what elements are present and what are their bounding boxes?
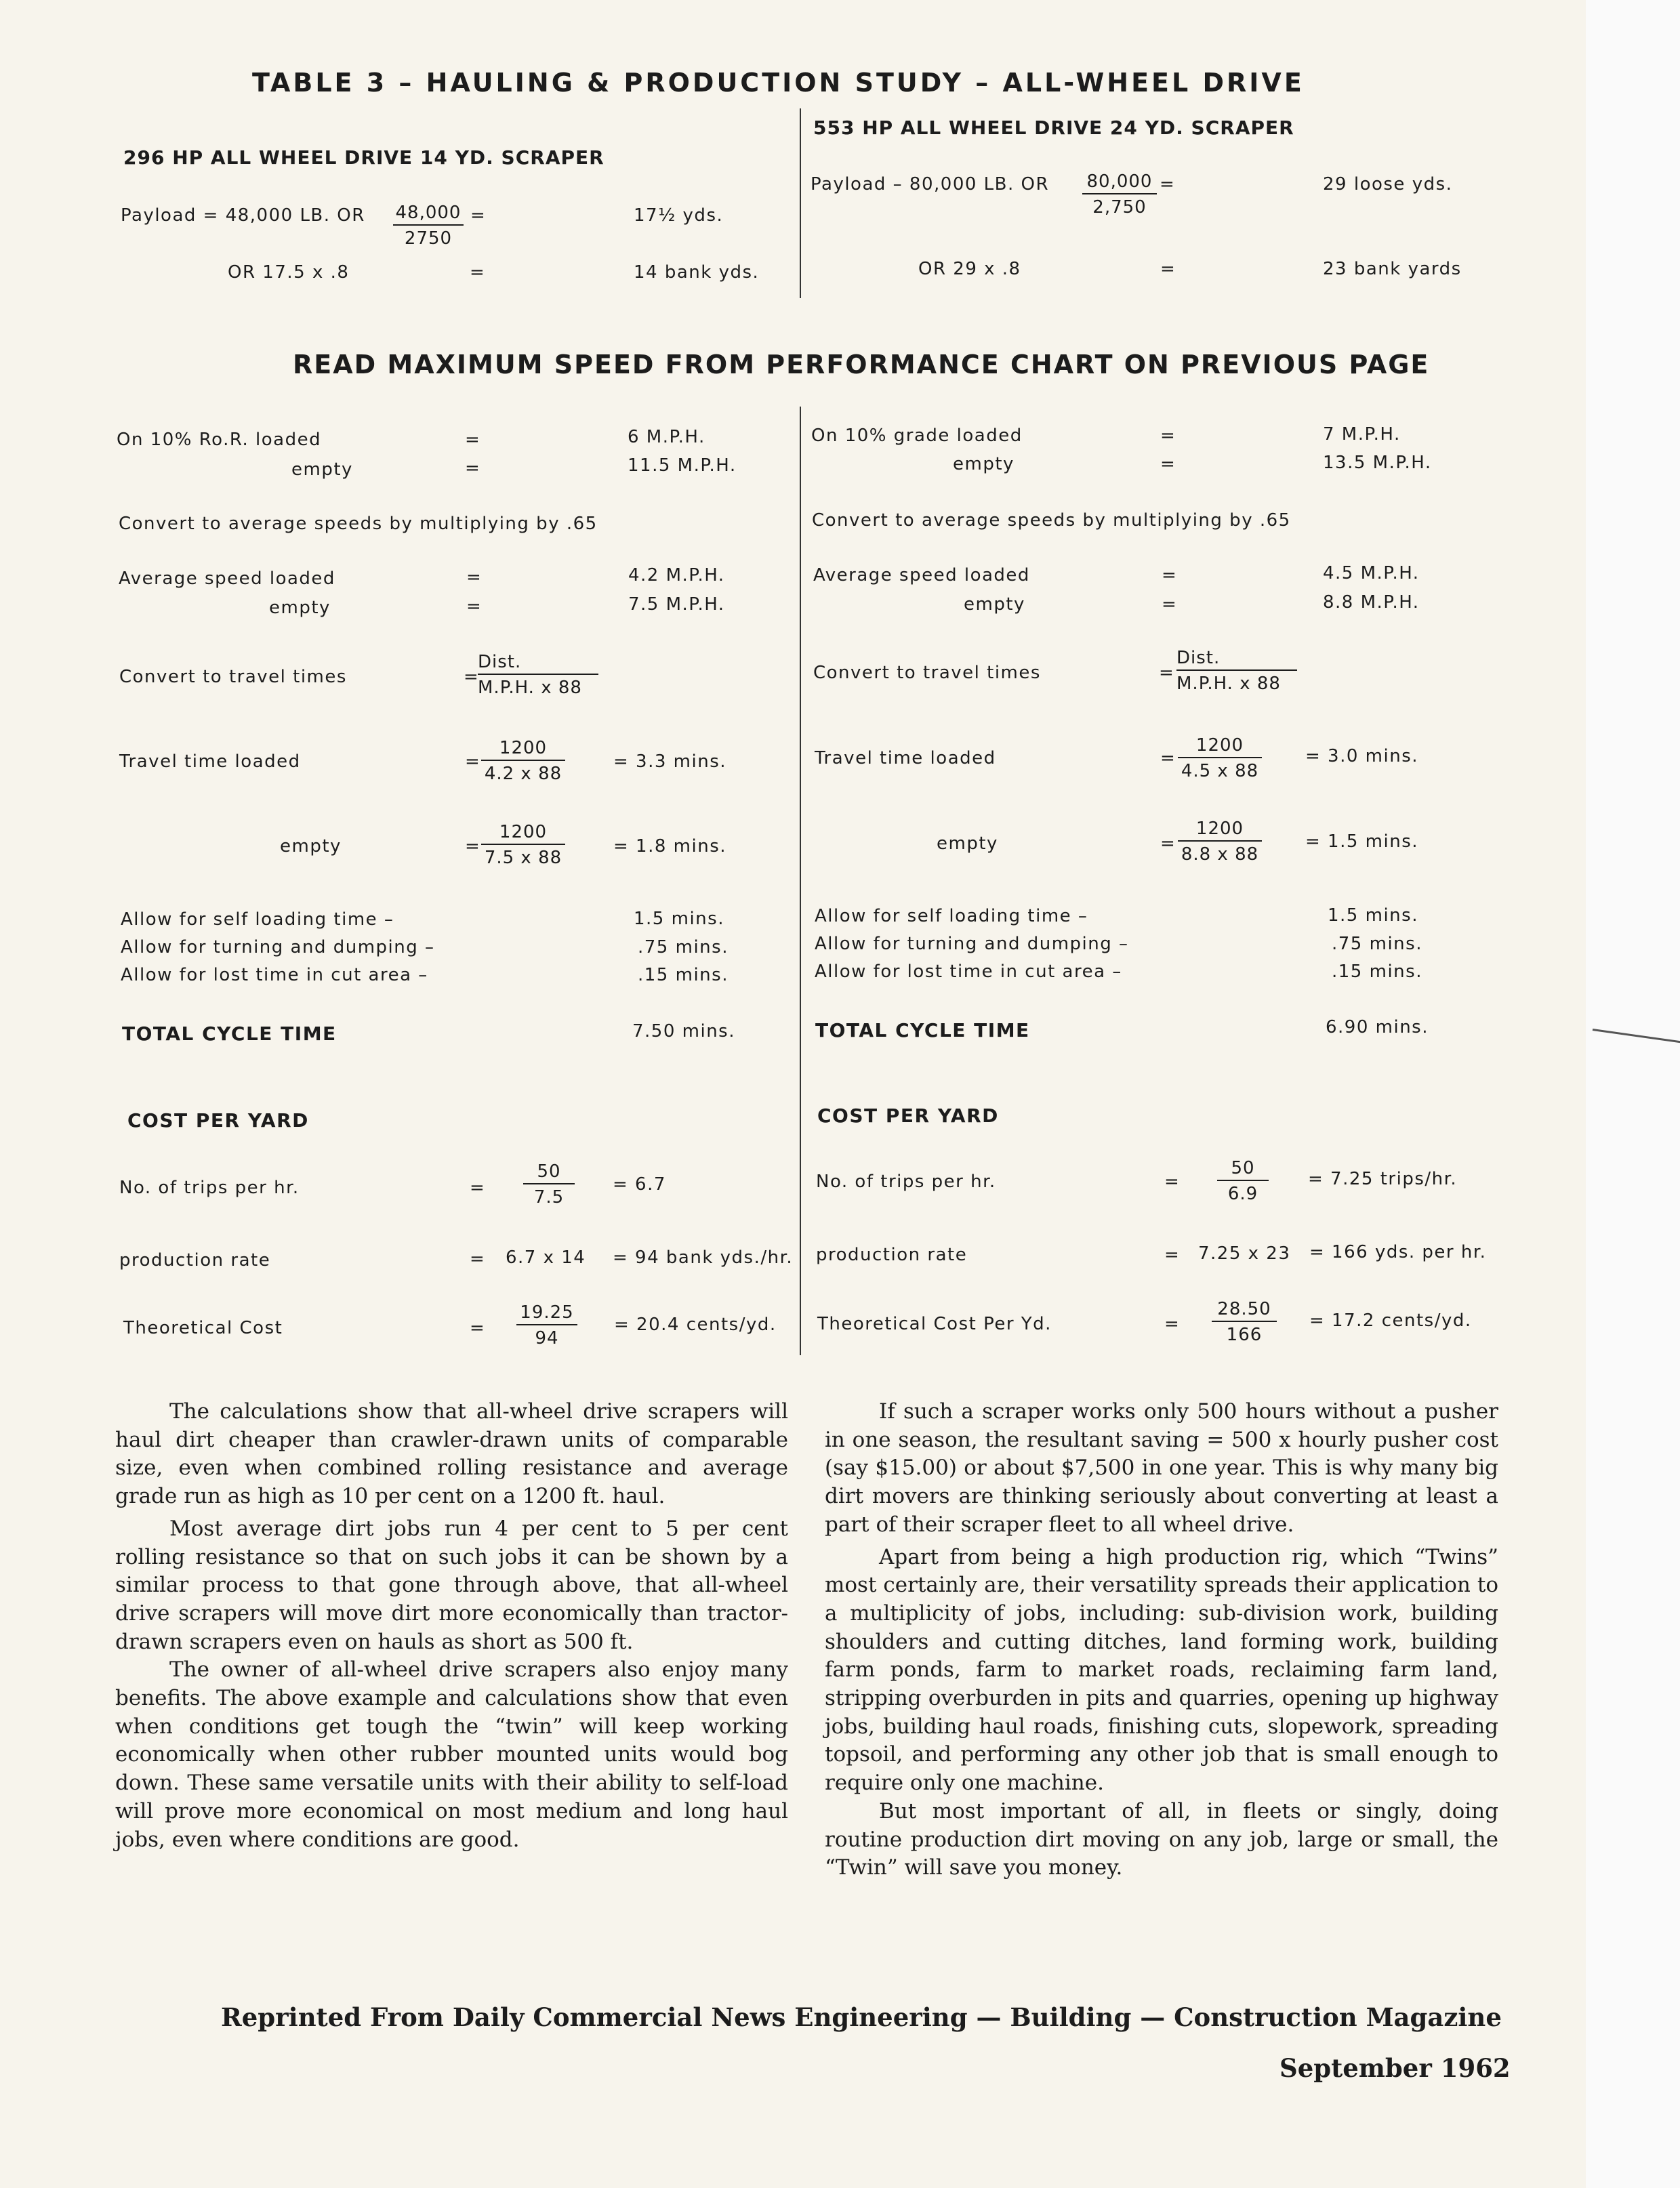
left-bank-equals: = bbox=[470, 262, 486, 283]
left-production-eq: = bbox=[470, 1249, 486, 1269]
right-theoretical-cost-result: = 17.2 cents/yd. bbox=[1309, 1310, 1472, 1331]
left-payload-result: 17½ yds. bbox=[634, 205, 724, 226]
right-scraper-heading: 553 HP ALL WHEEL DRIVE 24 YD. SCRAPER bbox=[813, 117, 1294, 139]
paragraph: The calculations show that all-wheel drive scrapers will haul dirt cheaper than crawler-drawn units of comparable size, even when combined rolling resistance and average grade run as high as 10 per cent on a 1200 ft. haul. bbox=[115, 1399, 788, 1509]
right-trips-eq: = bbox=[1164, 1172, 1181, 1192]
left-cost-heading: COST PER YARD bbox=[127, 1109, 309, 1132]
left-travel-empty-result: = 1.8 mins. bbox=[613, 836, 727, 856]
left-trips-result: = 6.7 bbox=[613, 1174, 666, 1195]
left-production-result: = 94 bank yds./hr. bbox=[613, 1247, 794, 1268]
right-allow-lost-label: Allow for lost time in cut area – bbox=[815, 962, 1122, 982]
left-scraper-heading: 296 HP ALL WHEEL DRIVE 14 YD. SCRAPER bbox=[123, 146, 605, 169]
scan-background bbox=[1586, 0, 1680, 2188]
right-production-formula: 7.25 x 23 bbox=[1198, 1243, 1291, 1264]
right-avg-empty-value: 8.8 M.P.H. bbox=[1323, 592, 1420, 613]
right-travel-empty-eq: = bbox=[1160, 833, 1176, 854]
left-production-label: production rate bbox=[119, 1250, 271, 1271]
left-trips-eq: = bbox=[470, 1178, 486, 1198]
right-theoretical-cost-eq: = bbox=[1164, 1314, 1181, 1334]
left-max-empty-label: empty bbox=[291, 459, 353, 480]
right-allow-load-label: Allow for self loading time – bbox=[815, 906, 1088, 926]
left-max-loaded-label: On 10% Ro.R. loaded bbox=[117, 430, 322, 450]
left-avg-empty-label: empty bbox=[269, 598, 331, 618]
left-allow-load-value: 1.5 mins. bbox=[634, 909, 724, 929]
right-max-loaded-value: 7 M.P.H. bbox=[1323, 424, 1401, 445]
table-title: TABLE 3 – HAULING & PRODUCTION STUDY – ALL-WHEEL DRIVE bbox=[252, 68, 1305, 98]
right-travel-loaded-eq: = bbox=[1160, 748, 1176, 768]
right-payload-label: Payload – 80,000 LB. OR bbox=[811, 174, 1050, 194]
right-allow-turn-label: Allow for turning and dumping – bbox=[815, 934, 1129, 954]
left-travel-empty-eq: = bbox=[465, 836, 481, 856]
right-theoretical-cost-fraction: $\frac{28.50}{166}$ bbox=[1212, 1299, 1277, 1345]
right-production-label: production rate bbox=[816, 1245, 968, 1265]
left-max-empty-value: 11.5 M.P.H. bbox=[628, 455, 737, 476]
right-theoretical-cost-label: Theoretical Cost Per Yd. bbox=[817, 1314, 1052, 1334]
article-column-left bbox=[115, 1398, 788, 1854]
right-travel-loaded-result: = 3.0 mins. bbox=[1305, 746, 1419, 766]
left-max-empty-eq: = bbox=[465, 458, 481, 478]
right-bank-formula: OR 29 x .8 bbox=[918, 259, 1021, 279]
right-convert-travel-label: Convert to travel times bbox=[813, 663, 1041, 683]
right-max-empty-value: 13.5 M.P.H. bbox=[1323, 453, 1432, 473]
left-total-cycle-label: TOTAL CYCLE TIME bbox=[122, 1023, 337, 1045]
right-max-empty-label: empty bbox=[953, 454, 1015, 474]
right-total-cycle-value: 6.90 mins. bbox=[1326, 1017, 1429, 1037]
right-allow-load-value: 1.5 mins. bbox=[1328, 905, 1418, 926]
left-theoretical-cost-fraction: $\frac{19.25}{94}$ bbox=[516, 1302, 577, 1348]
right-allow-turn-value: .75 mins. bbox=[1332, 934, 1422, 954]
right-bank-result: 23 bank yards bbox=[1323, 259, 1462, 279]
right-travel-empty-label: empty bbox=[937, 833, 998, 854]
left-trips-label: No. of trips per hr. bbox=[119, 1178, 300, 1198]
paragraph: Most average dirt jobs run 4 per cent to 5 per cent rolling resistance so that on such jobs it can be shown by a similar process to that gone through above, that all-wheel drive scrapers will move dirt more economically than tractor-drawn scrapers even on hauls as short as 500 ft. bbox=[115, 1516, 788, 1654]
right-avg-loaded-label: Average speed loaded bbox=[813, 565, 1030, 585]
left-payload-equals: = bbox=[470, 205, 487, 226]
right-travel-formula: Dist. M.P.H. x 88 bbox=[1176, 648, 1297, 694]
left-bank-formula: OR 17.5 x .8 bbox=[228, 262, 350, 283]
reprint-credit: Reprinted From Daily Commercial News Engineering — Building — Construction Magazine bbox=[221, 2002, 1502, 2032]
right-travel-loaded-fraction: $\frac{1200}{4.5 x 88}$ bbox=[1178, 735, 1262, 781]
left-trips-fraction: $\frac{50}{7.5}$ bbox=[523, 1161, 575, 1207]
right-avg-loaded-eq: = bbox=[1162, 565, 1178, 585]
right-cost-heading: COST PER YARD bbox=[817, 1105, 999, 1127]
right-convert-travel-eq: = bbox=[1159, 663, 1175, 683]
paragraph: Apart from being a high production rig, which “Twins” most certainly are, their versatility spreads their application to a multiplicity of jobs, including: sub-division work, building shoulders and cutting ditches, land forming work, building farm ponds, farm to market roads, reclaiming farm land, stripping overburden in pits and quarries, opening up highway jobs, building haul roads, finishing cuts, slopework, spreading topsoil, and performing any other job that is small enough to require only one machine. bbox=[825, 1544, 1498, 1796]
left-payload-fraction: $\frac{48,000}{2750}$ bbox=[393, 203, 464, 249]
paragraph: But most important of all, in fleets or singly, doing routine production dirt moving on any job, large or small, the “Twin” will save you money. bbox=[825, 1798, 1498, 1880]
article-column-right bbox=[825, 1398, 1498, 1882]
left-convert-avg: Convert to average speeds by multiplying by .65 bbox=[119, 514, 598, 534]
left-allow-turn-label: Allow for turning and dumping – bbox=[121, 937, 435, 957]
right-avg-loaded-value: 4.5 M.P.H. bbox=[1323, 563, 1420, 583]
left-bank-result: 14 bank yds. bbox=[634, 262, 760, 283]
right-max-empty-eq: = bbox=[1160, 454, 1176, 474]
column-divider-main bbox=[800, 407, 801, 1355]
left-allow-turn-value: .75 mins. bbox=[638, 937, 729, 957]
left-convert-travel-label: Convert to travel times bbox=[119, 667, 347, 687]
right-payload-equals: = bbox=[1160, 174, 1176, 194]
paragraph: The owner of all-wheel drive scrapers also enjoy many benefits. The above example and calculations show that even when conditions get tough the “twin” will keep working economically when other rubber mounted units would bog down. These same versatile units with their ability to self-load will prove more economical on most medium and long haul jobs, even where conditions are good. bbox=[115, 1657, 788, 1852]
left-allow-lost-label: Allow for lost time in cut area – bbox=[121, 965, 428, 985]
left-travel-loaded-eq: = bbox=[465, 751, 481, 772]
left-avg-empty-eq: = bbox=[466, 596, 483, 617]
right-trips-fraction: $\frac{50}{6.9}$ bbox=[1217, 1158, 1269, 1204]
right-trips-result: = 7.25 trips/hr. bbox=[1308, 1169, 1458, 1189]
left-theoretical-cost-eq: = bbox=[470, 1318, 486, 1338]
right-payload-result: 29 loose yds. bbox=[1323, 174, 1453, 194]
right-total-cycle-label: TOTAL CYCLE TIME bbox=[815, 1019, 1030, 1041]
right-avg-empty-eq: = bbox=[1162, 594, 1178, 615]
left-convert-travel-eq: = bbox=[464, 667, 480, 687]
right-bank-equals: = bbox=[1160, 259, 1176, 279]
left-avg-loaded-value: 4.2 M.P.H. bbox=[628, 565, 725, 585]
left-total-cycle-value: 7.50 mins. bbox=[632, 1021, 735, 1041]
paragraph: If such a scraper works only 500 hours without a pusher in one season, the resultant saving = 500 x hourly pusher cost (say $15.00) or about $7,500 in one year. This is why many big dirt movers are thinking seriously about converting at least a part of their scraper fleet to all wheel drive. bbox=[825, 1399, 1498, 1537]
left-travel-loaded-fraction: $\frac{1200}{4.2 x 88}$ bbox=[481, 738, 565, 784]
left-theoretical-cost-result: = 20.4 cents/yd. bbox=[614, 1315, 777, 1335]
right-production-result: = 166 yds. per hr. bbox=[1309, 1242, 1487, 1262]
left-theoretical-cost-label: Theoretical Cost bbox=[123, 1318, 283, 1338]
left-payload-label: Payload = 48,000 LB. OR bbox=[121, 205, 365, 226]
left-travel-loaded-label: Travel time loaded bbox=[119, 751, 301, 772]
left-production-formula: 6.7 x 14 bbox=[506, 1247, 586, 1268]
left-travel-empty-label: empty bbox=[280, 836, 342, 856]
speed-section-heading: READ MAXIMUM SPEED FROM PERFORMANCE CHART ON PREVIOUS PAGE bbox=[293, 350, 1430, 379]
left-allow-lost-value: .15 mins. bbox=[638, 965, 729, 985]
column-divider-top bbox=[800, 108, 801, 298]
right-avg-empty-label: empty bbox=[964, 594, 1025, 615]
right-max-loaded-eq: = bbox=[1160, 426, 1176, 446]
left-max-loaded-eq: = bbox=[465, 430, 481, 450]
left-travel-empty-fraction: $\frac{1200}{7.5 x 88}$ bbox=[481, 822, 565, 868]
right-travel-loaded-label: Travel time loaded bbox=[815, 748, 996, 768]
left-travel-loaded-result: = 3.3 mins. bbox=[613, 751, 727, 772]
right-allow-lost-value: .15 mins. bbox=[1332, 962, 1422, 982]
left-max-loaded-value: 6 M.P.H. bbox=[628, 427, 705, 447]
left-travel-formula: Dist. M.P.H. x 88 bbox=[478, 652, 598, 698]
left-avg-loaded-eq: = bbox=[466, 567, 483, 587]
right-travel-empty-result: = 1.5 mins. bbox=[1305, 831, 1419, 852]
right-payload-fraction: $\frac{80,000}{2,750}$ bbox=[1082, 171, 1157, 218]
right-convert-avg: Convert to average speeds by multiplying by .65 bbox=[812, 510, 1291, 531]
left-avg-empty-value: 7.5 M.P.H. bbox=[628, 594, 725, 615]
left-avg-loaded-label: Average speed loaded bbox=[119, 569, 335, 589]
publication-date: September 1962 bbox=[1279, 2053, 1511, 2083]
left-allow-load-label: Allow for self loading time – bbox=[121, 909, 394, 930]
right-max-loaded-label: On 10% grade loaded bbox=[811, 426, 1023, 446]
right-production-eq: = bbox=[1164, 1245, 1181, 1265]
right-travel-empty-fraction: $\frac{1200}{8.8 x 88}$ bbox=[1178, 819, 1262, 865]
right-trips-label: No. of trips per hr. bbox=[816, 1172, 996, 1192]
